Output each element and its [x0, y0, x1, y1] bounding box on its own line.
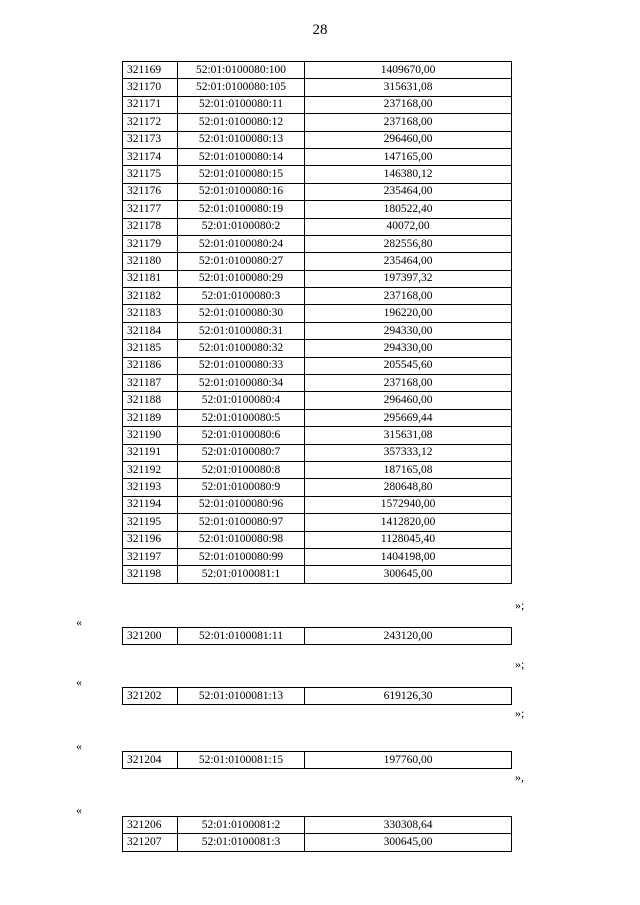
- register-number-cell: 321206: [123, 817, 178, 834]
- opening-quote-mark: «: [76, 739, 82, 753]
- value-cell: 180522,40: [305, 201, 512, 218]
- register-number-cell: 321176: [123, 183, 178, 200]
- value-cell: 296460,00: [305, 392, 512, 409]
- register-number-cell: 321170: [123, 79, 178, 96]
- value-cell: 315631,08: [305, 427, 512, 444]
- table-row: [123, 270, 512, 287]
- table-row: [123, 628, 512, 645]
- table-row: [123, 253, 512, 270]
- cadastral-number-cell: 52:01:0100080:100: [178, 62, 305, 79]
- cadastral-number-cell: 52:01:0100081:11: [178, 628, 305, 645]
- register-number-cell: 321189: [123, 409, 178, 426]
- cadastral-number-cell: 52:01:0100080:2: [178, 218, 305, 235]
- register-number-cell: 321207: [123, 834, 178, 851]
- cadastral-number-cell: 52:01:0100080:7: [178, 444, 305, 461]
- table-row: [123, 148, 512, 165]
- table-row: [123, 566, 512, 583]
- register-number-cell: 321181: [123, 270, 178, 287]
- register-number-cell: 321188: [123, 392, 178, 409]
- register-number-cell: 321169: [123, 62, 178, 79]
- register-number-cell: 321192: [123, 461, 178, 478]
- register-number-cell: 321202: [123, 688, 178, 705]
- value-cell: 243120,00: [305, 628, 512, 645]
- table-row: [123, 375, 512, 392]
- cadastral-number-cell: 52:01:0100080:15: [178, 166, 305, 183]
- table-row: [123, 461, 512, 478]
- value-cell: 296460,00: [305, 131, 512, 148]
- register-number-cell: 321195: [123, 514, 178, 531]
- closing-quote-mark: »;: [515, 598, 525, 612]
- table-row: [123, 392, 512, 409]
- register-number-cell: 321200: [123, 628, 178, 645]
- table-row: [123, 752, 512, 769]
- register-number-cell: 321197: [123, 548, 178, 565]
- register-number-cell: 321171: [123, 96, 178, 113]
- register-number-cell: 321172: [123, 114, 178, 131]
- cadastral-number-cell: 52:01:0100080:27: [178, 253, 305, 270]
- cadastral-number-cell: 52:01:0100080:9: [178, 479, 305, 496]
- value-cell: 1128045,40: [305, 531, 512, 548]
- cadastral-number-cell: 52:01:0100080:31: [178, 322, 305, 339]
- table-row: [123, 201, 512, 218]
- cadastral-number-cell: 52:01:0100080:16: [178, 183, 305, 200]
- value-cell: 237168,00: [305, 288, 512, 305]
- register-number-cell: 321184: [123, 322, 178, 339]
- value-cell: 1412820,00: [305, 514, 512, 531]
- value-cell: 282556,80: [305, 235, 512, 252]
- register-table: [122, 61, 512, 584]
- table-row: [123, 427, 512, 444]
- cadastral-number-cell: 52:01:0100080:6: [178, 427, 305, 444]
- value-cell: 300645,00: [305, 566, 512, 583]
- table-row: [123, 531, 512, 548]
- cadastral-number-cell: 52:01:0100080:5: [178, 409, 305, 426]
- value-cell: 237168,00: [305, 96, 512, 113]
- table-row: [123, 496, 512, 513]
- value-cell: 196220,00: [305, 305, 512, 322]
- register-number-cell: 321179: [123, 235, 178, 252]
- cadastral-number-cell: 52:01:0100080:30: [178, 305, 305, 322]
- register-number-cell: 321186: [123, 357, 178, 374]
- table-row: [123, 479, 512, 496]
- register-number-cell: 321193: [123, 479, 178, 496]
- table-row: [123, 288, 512, 305]
- closing-quote-mark: »;: [515, 706, 525, 720]
- opening-quote-mark: «: [76, 615, 82, 629]
- value-cell: 237168,00: [305, 114, 512, 131]
- table-row: [123, 79, 512, 96]
- value-cell: 237168,00: [305, 375, 512, 392]
- table-row: [123, 548, 512, 565]
- cadastral-number-cell: 52:01:0100080:32: [178, 340, 305, 357]
- closing-quote-mark: »,: [515, 770, 524, 784]
- register-table: [122, 751, 512, 769]
- table-row: [123, 409, 512, 426]
- register-table: [122, 816, 512, 852]
- cadastral-number-cell: 52:01:0100080:13: [178, 131, 305, 148]
- value-cell: 294330,00: [305, 340, 512, 357]
- cadastral-number-cell: 52:01:0100080:99: [178, 548, 305, 565]
- table-row: [123, 183, 512, 200]
- table-row: [123, 96, 512, 113]
- value-cell: 619126,30: [305, 688, 512, 705]
- cadastral-number-cell: 52:01:0100081:1: [178, 566, 305, 583]
- register-number-cell: 321198: [123, 566, 178, 583]
- value-cell: 147165,00: [305, 148, 512, 165]
- register-number-cell: 321180: [123, 253, 178, 270]
- table-row: [123, 357, 512, 374]
- cadastral-number-cell: 52:01:0100080:19: [178, 201, 305, 218]
- cadastral-number-cell: 52:01:0100080:29: [178, 270, 305, 287]
- register-number-cell: 321204: [123, 752, 178, 769]
- value-cell: 280648,80: [305, 479, 512, 496]
- table-row: [123, 322, 512, 339]
- table-row: [123, 131, 512, 148]
- cadastral-number-cell: 52:01:0100080:3: [178, 288, 305, 305]
- value-cell: 357333,12: [305, 444, 512, 461]
- table-row: [123, 340, 512, 357]
- cadastral-number-cell: 52:01:0100080:96: [178, 496, 305, 513]
- table-row: [123, 305, 512, 322]
- cadastral-number-cell: 52:01:0100080:98: [178, 531, 305, 548]
- cadastral-number-cell: 52:01:0100080:105: [178, 79, 305, 96]
- value-cell: 1404198,00: [305, 548, 512, 565]
- table-row: [123, 444, 512, 461]
- cadastral-number-cell: 52:01:0100081:3: [178, 834, 305, 851]
- value-cell: 40072,00: [305, 218, 512, 235]
- value-cell: 1409670,00: [305, 62, 512, 79]
- table-row: [123, 62, 512, 79]
- cadastral-number-cell: 52:01:0100080:12: [178, 114, 305, 131]
- page-number: 28: [312, 22, 328, 38]
- value-cell: 315631,08: [305, 79, 512, 96]
- register-number-cell: 321173: [123, 131, 178, 148]
- cadastral-number-cell: 52:01:0100080:14: [178, 148, 305, 165]
- register-number-cell: 321182: [123, 288, 178, 305]
- cadastral-number-cell: 52:01:0100080:24: [178, 235, 305, 252]
- register-number-cell: 321190: [123, 427, 178, 444]
- register-number-cell: 321194: [123, 496, 178, 513]
- register-number-cell: 321175: [123, 166, 178, 183]
- cadastral-number-cell: 52:01:0100080:11: [178, 96, 305, 113]
- closing-quote-mark: »;: [515, 657, 525, 671]
- register-table: [122, 687, 512, 705]
- table-row: [123, 834, 512, 851]
- register-number-cell: 321196: [123, 531, 178, 548]
- table-row: [123, 218, 512, 235]
- table-row: [123, 114, 512, 131]
- table-row: [123, 514, 512, 531]
- value-cell: 294330,00: [305, 322, 512, 339]
- cadastral-number-cell: 52:01:0100080:4: [178, 392, 305, 409]
- value-cell: 187165,08: [305, 461, 512, 478]
- register-number-cell: 321178: [123, 218, 178, 235]
- cadastral-number-cell: 52:01:0100080:97: [178, 514, 305, 531]
- register-number-cell: 321177: [123, 201, 178, 218]
- value-cell: 295669,44: [305, 409, 512, 426]
- cadastral-number-cell: 52:01:0100080:34: [178, 375, 305, 392]
- cadastral-number-cell: 52:01:0100081:2: [178, 817, 305, 834]
- register-number-cell: 321183: [123, 305, 178, 322]
- cadastral-number-cell: 52:01:0100080:33: [178, 357, 305, 374]
- value-cell: 235464,00: [305, 183, 512, 200]
- register-number-cell: 321191: [123, 444, 178, 461]
- register-number-cell: 321174: [123, 148, 178, 165]
- value-cell: 1572940,00: [305, 496, 512, 513]
- opening-quote-mark: «: [76, 803, 82, 817]
- value-cell: 300645,00: [305, 834, 512, 851]
- opening-quote-mark: «: [76, 675, 82, 689]
- cadastral-number-cell: 52:01:0100080:8: [178, 461, 305, 478]
- value-cell: 205545,60: [305, 357, 512, 374]
- table-row: [123, 235, 512, 252]
- table-row: [123, 817, 512, 834]
- value-cell: 197397,32: [305, 270, 512, 287]
- table-row: [123, 166, 512, 183]
- value-cell: 146380,12: [305, 166, 512, 183]
- cadastral-number-cell: 52:01:0100081:13: [178, 688, 305, 705]
- register-number-cell: 321185: [123, 340, 178, 357]
- register-number-cell: 321187: [123, 375, 178, 392]
- cadastral-number-cell: 52:01:0100081:15: [178, 752, 305, 769]
- register-table: [122, 627, 512, 645]
- value-cell: 235464,00: [305, 253, 512, 270]
- table-row: [123, 688, 512, 705]
- value-cell: 330308,64: [305, 817, 512, 834]
- value-cell: 197760,00: [305, 752, 512, 769]
